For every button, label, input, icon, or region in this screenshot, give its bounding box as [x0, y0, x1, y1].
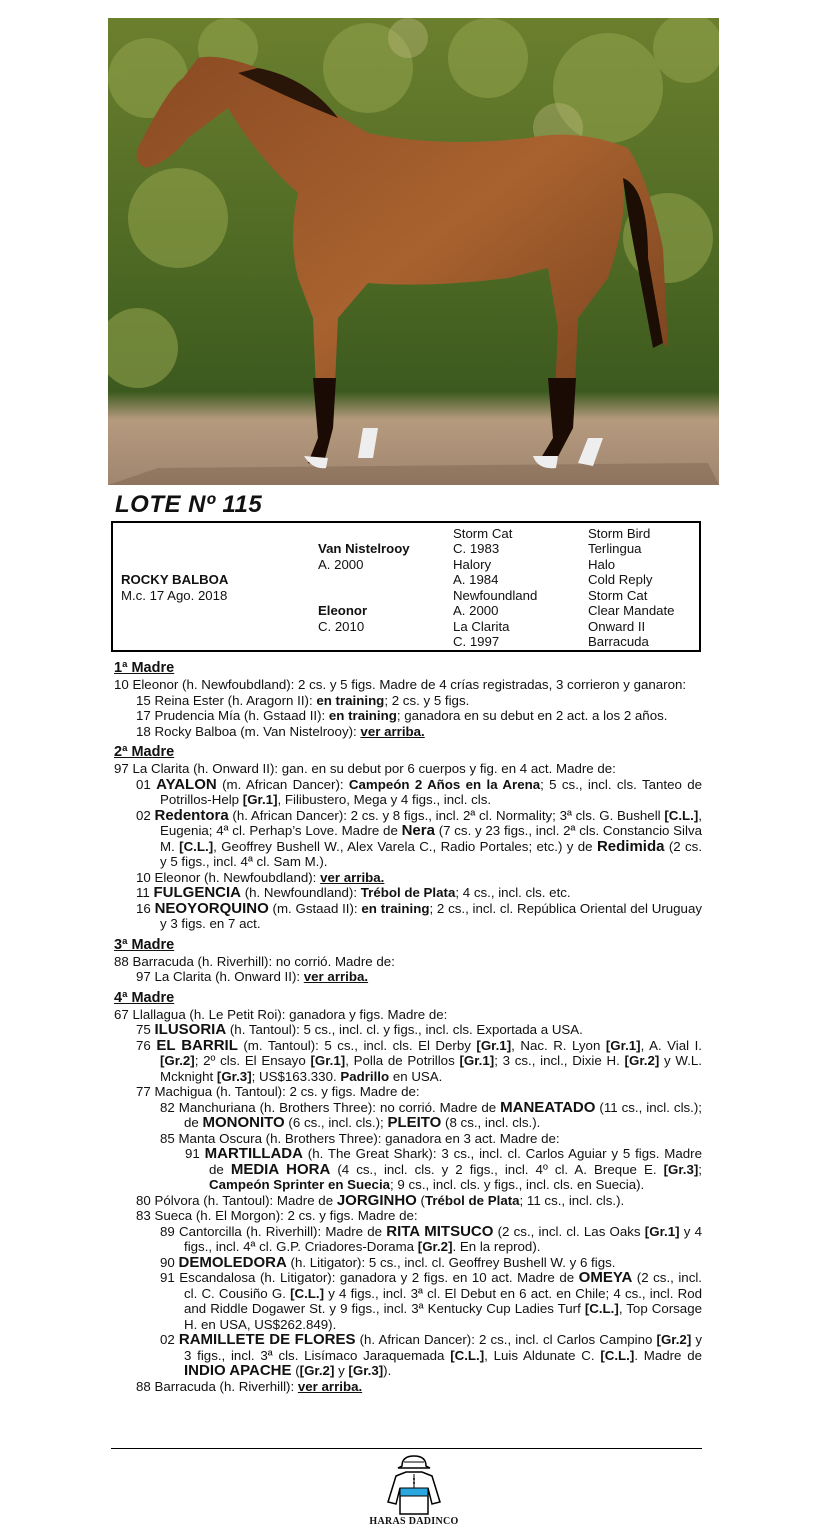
m4-produce: 77 Machigua (h. Tantoul): 2 cs. y figs. Madre de:: [136, 1084, 420, 1099]
ped-col3-5: A. 2000: [453, 603, 499, 618]
ped-col4-6: Onward II: [588, 619, 646, 634]
section-title-1: 1ª Madre: [114, 660, 175, 676]
jockey-silks-logo: [384, 1452, 444, 1518]
m4-produce-sub: 90 DEMOLEDORA (h. Litigator): 5 cs., incl. cl. Geoffrey Bushell W. y 6 figs.: [160, 1253, 616, 1271]
m1-text: 10 Eleonor (h. Newfoubdland): 2 cs. y 5 figs. Madre de 4 crías registradas, 3 corrieron y ganaron:: [114, 677, 687, 692]
ped-col3-6: La Clarita: [453, 619, 510, 634]
footer-rule: [111, 1448, 702, 1449]
ped-col4-1: Terlingua: [588, 541, 642, 556]
m4-produce-sub: 91 Escandalosa (h. Litigator): ganadora y 2 figs. en 10 act. Madre de OMEYA (2 cs., incl. cl. C. Cousiño G. [C.L.] y 4 figs., incl. 3ª cl. El Debut en 6 act. en Chile; 4 cs., incl. Rod and Riddle Dogawer St. y 9 figs., incl. 3ª Kentucky Cup Ladies Turf [C.L.], Top Corsage H. en USA, US$262.849).: [160, 1269, 702, 1332]
m4-produce: 80 Pólvora (h. Tantoul): Madre de JORGINHO (Trébol de Plata; 11 cs., incl. cls.).: [136, 1191, 625, 1209]
ped-col4-7: Barracuda: [588, 634, 649, 649]
horse-name: ROCKY BALBOA: [121, 572, 229, 587]
footer-brand: HARAS DADINCO: [369, 1516, 459, 1527]
pedigree-table: [111, 521, 701, 652]
ped-col3-3: A. 1984: [453, 572, 499, 587]
m4-produce-sub: 85 Manta Oscura (h. Brothers Three): ganadora en 3 act. Madre de:: [160, 1130, 560, 1146]
m1-produce: 18 Rocky Balboa (m. Van Nistelrooy): ver arriba.: [136, 723, 425, 739]
m2-text: 97 La Clarita (h. Onward II): gan. en su debut por 6 cuerpos y fig. en 4 act. Madre de:: [114, 761, 616, 776]
jockey-silks-icon: [384, 1452, 444, 1518]
m4-produce: 83 Sueca (h. El Morgon): 2 cs. y figs. Madre de:: [136, 1208, 418, 1223]
ped-col3-1: C. 1983: [453, 541, 500, 556]
catalog-body: [114, 660, 702, 1394]
sire-name: Van Nistelrooy: [318, 541, 410, 556]
ped-col4-0: Storm Bird: [588, 526, 651, 541]
lot-title: LOTE Nº 115: [115, 491, 263, 518]
ped-col3-0: Storm Cat: [453, 526, 513, 541]
ped-col3-4: Newfoundland: [453, 588, 538, 603]
dam-name: Eleonor: [318, 603, 368, 618]
m2-produce: 10 Eleonor (h. Newfoubdland): ver arriba.: [136, 869, 385, 885]
ped-col4-3: Cold Reply: [588, 572, 653, 587]
m2-produce: 11 FULGENCIA (h. Newfoundland): Trébol de Plata; 4 cs., incl. cls. etc.: [136, 884, 571, 901]
horse-photo: [108, 18, 719, 485]
m4-produce: 88 Barracuda (h. Riverhill): ver arriba.: [136, 1378, 363, 1394]
m4-text: 67 Llallagua (h. Le Petit Roi): ganadora y figs. Madre de:: [114, 1006, 448, 1022]
ped-col4-4: Storm Cat: [588, 588, 648, 603]
m4-produce: 76 EL BARRIL (m. Tantoul): 5 cs., incl. cls. El Derby [Gr.1], Nac. R. Lyon [Gr.1], A. Vial I. [Gr.2]; 2º cls. El Ensayo [Gr.1], Polla de Potrillos [Gr.1]; 3 cs., incl., Dixie H. [Gr.2] y W.L. Mcknight [Gr.3]; US$163.330. Padrillo en USA.: [136, 1036, 702, 1084]
section-title-2: 2ª Madre: [114, 744, 175, 760]
m3-produce: 97 La Clarita (h. Onward II): ver arriba.: [136, 969, 369, 984]
m4-produce-sub: 89 Cantorcilla (h. Riverhill): Madre de RITA MITSUCO (2 cs., incl. cl. Las Oaks [Gr.1] y 4 figs., incl. 4ª cl. G.P. Criadores-Dorama [Gr.2]. En la reprod).: [160, 1222, 702, 1254]
sire-info: A. 2000: [318, 557, 364, 572]
ped-col4-5: Clear Mandate: [588, 603, 675, 618]
ped-col4-2: Halo: [588, 557, 616, 572]
m2-produce: 02 Redentora (h. African Dancer): 2 cs. y 8 figs., incl. 2ª cl. Normality; 3ª cls. G. Bushell [C.L.], Eugenia; 4ª cl. Perhap’s Love. Madre de Nera (7 cs. y 23 figs., incl. 2ª cls. Constancio Silva M. [C.L.], Geoffrey Bushell W., Alex Varela C., Radio Portales; etc.) y de Redimida (2 cs. y 5 figs., incl. 4ª cl. Sam M.).: [136, 806, 703, 869]
ped-col3-7: C. 1997: [453, 634, 500, 649]
section-title-4: 4ª Madre: [114, 989, 175, 1006]
m2-produce: 16 NEOYORQUINO (m. Gstaad II): en training; 2 cs., incl. cl. República Oriental del Uruguay y 3 figs. en 7 act.: [136, 899, 702, 931]
m4-produce-sub: 02 RAMILLETE DE FLORES (h. African Dancer): 2 cs., incl. cl Carlos Campino [Gr.2] y 3 figs., incl. 3ª cls. Lisímaco Jaraquemada [C.L.], Luis Aldunate C. [C.L.]. Madre de INDIO APACHE ([Gr.2] y [Gr.3]).: [160, 1331, 702, 1379]
m3-text: 88 Barracuda (h. Riverhill): no corrió. Madre de:: [114, 953, 395, 969]
horse-photo-illustration: [108, 18, 719, 485]
m4-produce: 75 ILUSORIA (h. Tantoul): 5 cs., incl. cl. y figs., incl. cls. Exportada a USA.: [136, 1021, 583, 1038]
ped-col3-2: Halory: [453, 557, 492, 572]
section-title-3: 3ª Madre: [114, 936, 175, 953]
dam-info: C. 2010: [318, 619, 365, 634]
m2-produce: 01 AYALON (m. African Dancer): Campeón 2 Años en la Arena; 5 cs., incl. cls. Tanteo de Potrillos-Help [Gr.1], Filibustero, Mega y 4 figs., incl. cls.: [136, 775, 702, 807]
m1-produce: 15 Reina Ester (h. Aragorn II): en training; 2 cs. y 5 figs.: [136, 692, 470, 708]
m4-produce-sub2: 91 MARTILLADA (h. The Great Shark): 3 cs., incl. cl. Carlos Aguiar y 5 figs. Madre de MEDIA HORA (4 cs., incl. cls. y 2 figs., incl. 4º cl. A. Breque E. [Gr.3]; Campeón Sprinter en Suecia; 9 cs., incl. cls. y figs., incl. cls. en Suecia).: [185, 1145, 702, 1192]
m1-produce: 17 Prudencia Mía (h. Gstaad II): en training; ganadora en su debut en 2 act. a los 2 años.: [136, 708, 668, 723]
m4-produce-sub: 82 Manchuriana (h. Brothers Three): no corrió. Madre de MANEATADO (11 cs., incl. cls.); de MONONITO (6 cs., incl. cls.); PLEITO (8 cs., incl. cls.).: [160, 1098, 702, 1131]
horse-info: M.c. 17 Ago. 2018: [121, 588, 228, 603]
